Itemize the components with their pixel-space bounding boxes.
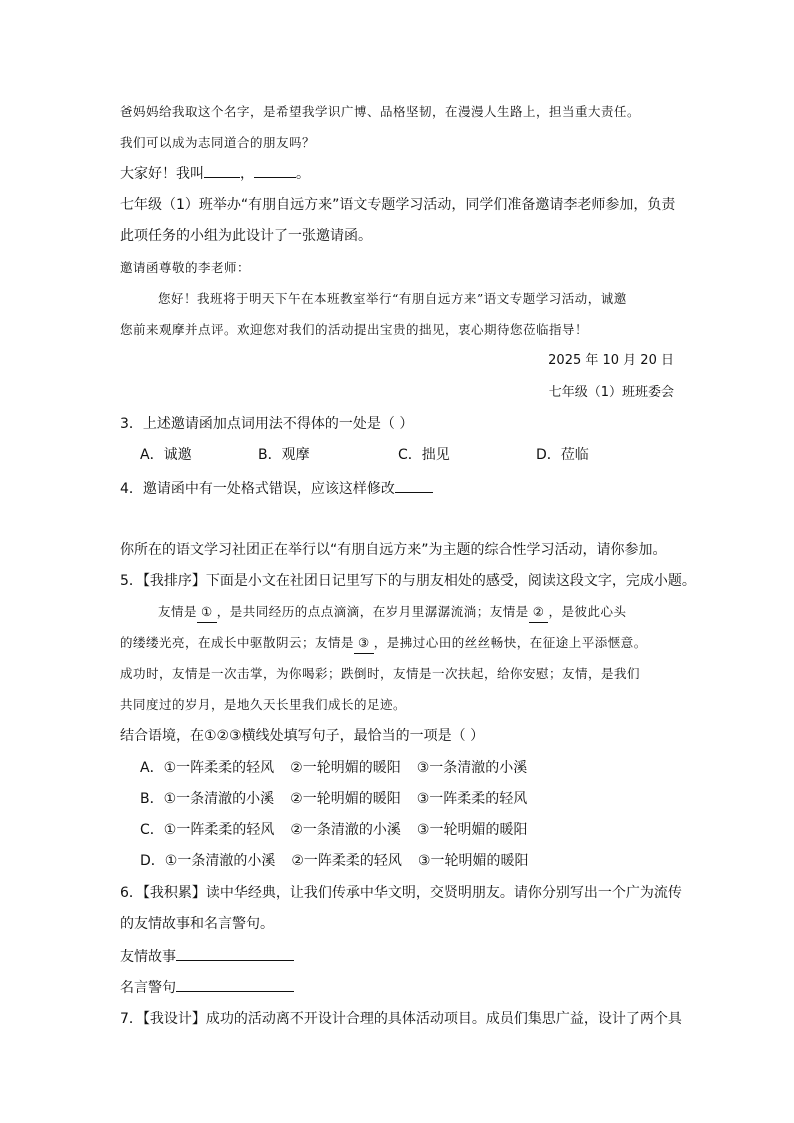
q5-passage-line-1 [158, 602, 626, 623]
letter-body-1: 您好！我班将于明天下午在本班教室举行“有朋自远方来”语文专题学习活动，诚邀 [158, 291, 627, 306]
passage-text: 友情是 [158, 604, 198, 619]
option-part: ①一条清澈的小溪 [163, 791, 275, 807]
section-intro: 你所在的语文学习社团正在举行以“有朋自远方来”为主题的综合性学习活动，请你参加。 [120, 542, 667, 558]
q3-option-d[interactable]: D．莅临 [536, 447, 589, 463]
q6-stem-1: 6．【我积累】读中华经典，让我们传承中华文明，交贤明朋友。请你分别写出一个广为流传 [120, 885, 682, 901]
passage-text: 的缕缕光亮，在成长中驱散阴云；友情是 [120, 635, 355, 650]
letter-heading: 邀请函尊敬的李老师： [120, 260, 251, 275]
story-label: 友情故事 [120, 949, 176, 965]
option-label: A． [140, 760, 164, 776]
greeting-line [120, 163, 310, 184]
option-label: B． [140, 791, 164, 807]
passage-text: ，是拂过心田的丝丝畅快，在征途上平添惬意。 [373, 635, 647, 650]
passage-text: ，是共同经历的点点滴滴，在岁月里潺潺流淌；友情是 [216, 604, 529, 619]
letter-body-2: 您前来观摩并点评。欢迎您对我们的活动提出宝贵的拙见，衷心期待您莅临指导！ [120, 322, 589, 337]
option-part: ①一阵柔柔的轻风 [163, 760, 275, 776]
q3-option-b[interactable]: B．观摩 [258, 447, 310, 463]
context-line-1: 七年级（1）班举办“有朋自远方来”语文专题学习活动，同学们准备邀请李老师参加，负责 [120, 197, 676, 213]
option-part: ①一条清澈的小溪 [164, 853, 276, 869]
q5-passage-line-2 [120, 633, 647, 654]
context-line-2: 此项任务的小组为此设计了一张邀请函。 [120, 228, 372, 244]
q4-stem: 4．邀请函中有一处格式错误，应该这样修改 [120, 481, 395, 497]
q5-question: 结合语境，在①②③横线处填写句子，最恰当的一项是（ ） [120, 728, 485, 744]
q4-answer-blank[interactable] [395, 478, 433, 493]
greeting-end: 。 [296, 166, 310, 182]
name-blank-1[interactable] [204, 163, 240, 178]
greeting-comma: ， [240, 166, 254, 182]
name-blank-2[interactable] [254, 163, 296, 178]
letter-date: 2025 年 10 月 20 日 [548, 353, 674, 368]
intro-line-2: 我们可以成为志同道合的朋友吗？ [120, 135, 316, 150]
q3-option-c[interactable]: C．拙见 [398, 447, 450, 463]
blank-marker-3[interactable]: ③ [354, 633, 374, 654]
option-part: ③一轮明媚的暖阳 [417, 853, 529, 869]
option-part: ②一阵柔柔的轻风 [291, 853, 402, 869]
blank-marker-2[interactable]: ② [529, 602, 549, 623]
option-part: ①一阵柔柔的轻风 [163, 822, 275, 838]
q5-passage-line-4: 共同度过的岁月，是地久天长里我们成长的足迹。 [120, 697, 407, 712]
option-label: C． [140, 822, 164, 838]
q6-stem-2: 的友情故事和名言警句。 [120, 916, 274, 932]
option-part: ②一条清澈的小溪 [290, 822, 401, 838]
q3-stem: 3．上述邀请函加点词用法不得体的一处是（ ） [120, 416, 414, 432]
quote-answer-blank[interactable] [176, 977, 294, 992]
q7-stem: 7．【我设计】成功的活动离不开设计合理的具体活动项目。成员们集思广益，设计了两个具 [120, 1011, 682, 1027]
q3-option-a[interactable]: A．诚邀 [140, 447, 192, 463]
option-label: D． [140, 853, 165, 869]
q5-option-b[interactable] [140, 789, 527, 809]
blank-marker-1[interactable]: ① [197, 602, 217, 623]
option-part: ②一轮明媚的暖阳 [290, 791, 401, 807]
q5-option-a[interactable] [140, 758, 527, 778]
option-part: ②一轮明媚的暖阳 [290, 760, 401, 776]
intro-line-1: 爸妈妈给我取这个名字，是希望我学识广博、品格坚韧，在漫漫人生路上，担当重大责任。 [120, 104, 641, 119]
option-part: ③一轮明媚的暖阳 [416, 822, 528, 838]
option-part: ③一阵柔柔的轻风 [416, 791, 528, 807]
q5-passage-line-3: 成功时，友情是一次击掌，为你喝彩；跌倒时，友情是一次扶起，给你安慰；友情，是我们 [120, 666, 641, 681]
quote-label: 名言警句 [120, 980, 176, 996]
q5-option-c[interactable] [140, 820, 527, 840]
q5-option-d[interactable] [140, 851, 528, 871]
greeting-prefix: 大家好！我叫 [120, 166, 204, 182]
passage-text: ，是彼此心头 [548, 604, 627, 619]
q4-line [120, 478, 433, 499]
option-part: ③一条清澈的小溪 [416, 760, 528, 776]
q6-story-row [120, 946, 294, 967]
story-answer-blank[interactable] [176, 946, 294, 961]
q6-quote-row [120, 977, 294, 998]
q5-stem: 5．【我排序】下面是小文在社团日记里写下的与朋友相处的感受，阅读这段文字，完成小题。 [120, 573, 696, 589]
letter-signature: 七年级（1）班班委会 [548, 385, 674, 400]
